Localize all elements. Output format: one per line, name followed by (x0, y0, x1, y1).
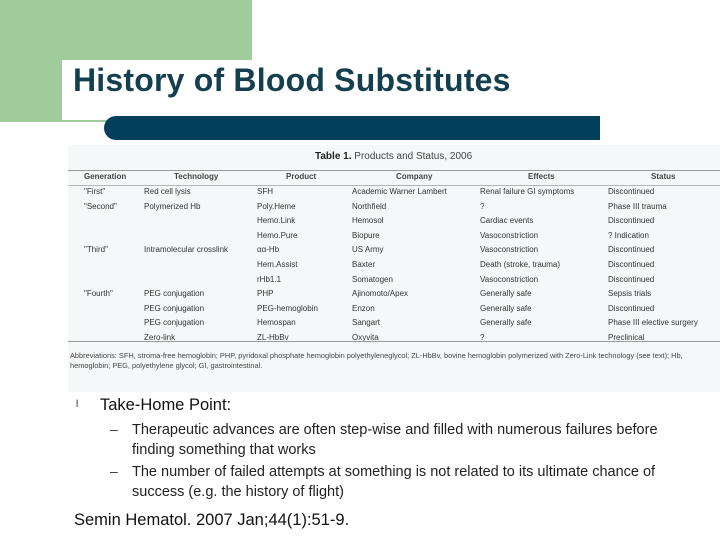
table-cell: Hem.Assist (257, 260, 298, 269)
table-cell: Enzon (352, 303, 375, 313)
table-cell: Hemo.Pure (257, 230, 298, 240)
table-cell: Phase III elective surgery (608, 318, 698, 328)
title-underline-bar (104, 116, 600, 140)
table-cell: Generally safe (480, 318, 532, 328)
table-cell: Somatogen (352, 274, 393, 284)
table-cell: "Third" (84, 245, 108, 255)
table-cell: Baxter (352, 260, 376, 269)
table-cell: Discontinued (608, 303, 655, 313)
dash-marker-1: – (110, 421, 118, 437)
table-header-cell: Status (651, 172, 676, 181)
table-cell: Ajinomoto/Apex (352, 289, 409, 299)
table-cell: Hemospan (257, 318, 296, 328)
table-header-rule (68, 170, 720, 186)
table-header-cell: Generation (84, 172, 127, 181)
table-cell: Discontinued (608, 274, 655, 284)
table-cell: ZL-HbBv (257, 333, 289, 342)
slide-title: History of Blood Substitutes (73, 62, 511, 98)
table-cell: Polymerized Hb (144, 201, 201, 211)
table-cell: Hemosol (352, 216, 384, 226)
table-header-cell: Technology (174, 172, 219, 181)
table-cell: Zero-link (144, 333, 176, 342)
table-cell: Hemo.Link (257, 216, 296, 226)
table-caption-text: Products and Status, 2006 (354, 151, 473, 162)
table-header-cell: Company (396, 172, 433, 181)
table-cell: "Second" (84, 201, 117, 211)
table-cell: Vasoconstriction (480, 245, 539, 255)
table-cell: Red cell lysis (144, 187, 191, 196)
table-abbreviations: Abbreviations: SFH, stroma-free hemoglobin; PHP, pyridoxal phosphate hemoglobin polyethyleneglycol; ZL-HbBv, bovine hemoglobin polymerized with Zero-Link technology (see text); Hb, hemoglobin; PEG, polyethylene glycol; GI, gastrointestinal. (70, 351, 683, 370)
table-cell: "First" (84, 187, 106, 196)
table-cell: SFH (257, 187, 273, 196)
table-cell: US Army (352, 245, 384, 255)
table-cell: rHb1.1 (257, 274, 282, 284)
citation: Semin Hematol. 2007 Jan;44(1):51-9. (74, 511, 350, 529)
table-cell: PEG conjugation (144, 318, 205, 328)
table-cell: Academic Warner Lambert (352, 187, 447, 196)
table-cell: Discontinued (608, 245, 655, 255)
table-cell: Oxyvita (352, 333, 379, 342)
table-cell: Cardiac events (480, 216, 534, 226)
table-cell: PEG conjugation (144, 303, 205, 313)
table-cell: ? (480, 333, 485, 342)
table-cell: ? Indication (608, 230, 649, 240)
table-cell: αα-Hb (257, 245, 280, 255)
point-1: Therapeutic advances are often step-wise and filled with numerous failures before finding something that works (132, 422, 658, 458)
table-cell: Poly.Heme (257, 201, 296, 211)
dash-marker-2: – (110, 463, 118, 479)
table-cell: ? (480, 201, 485, 211)
table-cell: "Fourth" (84, 289, 113, 299)
table-cell: PEG conjugation (144, 289, 205, 299)
table-cell: Generally safe (480, 303, 532, 313)
table-caption (315, 151, 472, 162)
table-cell: Discontinued (608, 216, 655, 226)
table-cell: Vasoconstriction (480, 274, 539, 284)
table-cell: Phase III trauma (608, 201, 667, 211)
products-status-table-figure (68, 145, 720, 392)
table-cell: Sepsis trials (608, 289, 652, 299)
bullet-marker: l (76, 399, 79, 410)
table-cell: Sangart (352, 318, 381, 328)
table-bottom-rule (68, 341, 720, 342)
take-home-heading: Take-Home Point: (100, 396, 232, 414)
table-cell: Death (stroke, trauma) (480, 260, 561, 269)
table-cell: Renal failure GI symptoms (480, 187, 575, 196)
table-cell: Biopure (352, 230, 380, 240)
table-cell: Intramolecular crosslink (144, 245, 229, 255)
table-cell: PEG-hemoglobin (257, 303, 318, 313)
table-cell: Preclinical (608, 333, 645, 342)
table-header-cell: Effects (528, 172, 555, 181)
table-cell: Northfield (352, 201, 387, 211)
table-cell: Vasoconstriction (480, 230, 539, 240)
point-2: The number of failed attempts at something is not related to its ultimate chance of success (e.g. the history of flight) (132, 464, 656, 500)
table-header-cell: Product (286, 172, 317, 181)
table-caption-label: Table 1. (315, 151, 352, 162)
table-cell: Discontinued (608, 260, 655, 269)
table-cell: PHP (257, 289, 274, 299)
table-cell: Generally safe (480, 289, 532, 299)
table-cell: Discontinued (608, 187, 655, 196)
